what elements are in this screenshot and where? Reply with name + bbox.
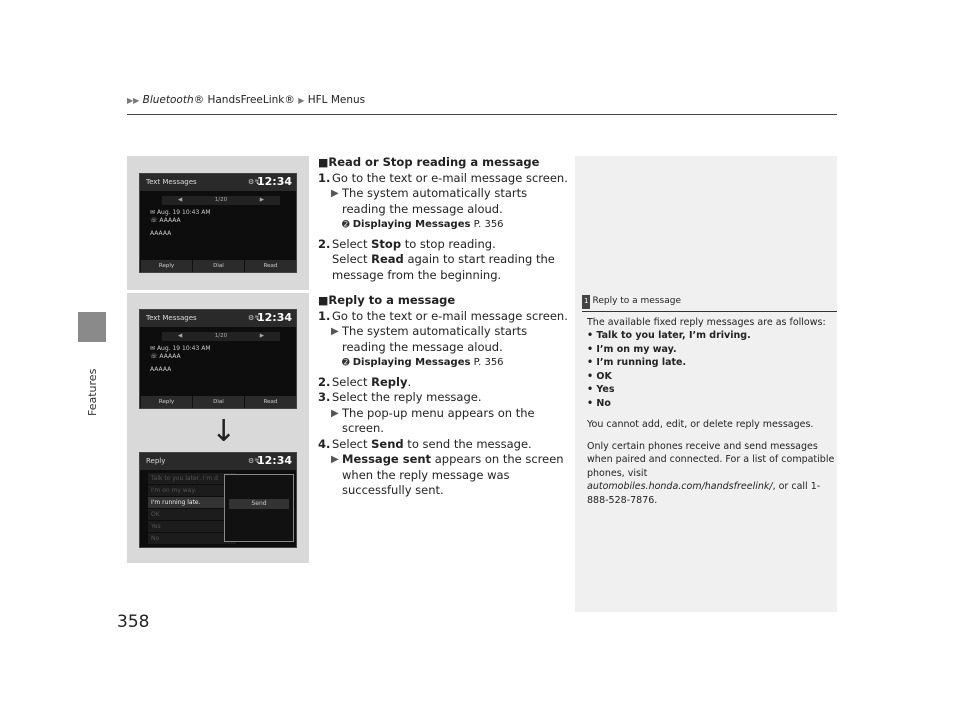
down-arrow-icon: ↓ [211, 414, 237, 449]
prev-arrow-icon: ◀ [178, 197, 183, 203]
ui-term: Stop [371, 236, 402, 251]
chapter-label-text: Features [86, 368, 99, 416]
text-messages-screen [139, 309, 297, 409]
cross-reference[interactable] [318, 355, 568, 372]
step-text: Select the reply message. [332, 390, 482, 404]
ui-term: Reply [371, 374, 408, 389]
step-result [318, 186, 568, 217]
breadcrumb-arrow-icon: ▶ [298, 96, 305, 105]
section-heading-text: Reply to a message [328, 293, 456, 307]
message-body: AAAAA [150, 230, 172, 237]
chapter-tab [78, 312, 106, 342]
section-reply [318, 293, 568, 499]
step-result [318, 452, 568, 499]
sender-text: AAAAA [159, 353, 181, 360]
reply-button[interactable]: Reply [140, 396, 192, 408]
screen-button-bar [140, 396, 296, 408]
xref-label: Displaying Messages [352, 357, 471, 368]
cross-reference-icon: ➋ [342, 220, 350, 230]
note-option: • OK [587, 370, 612, 382]
option-text: Talk to you later, I’m driving. [596, 330, 751, 341]
message-pager [162, 196, 280, 205]
next-arrow-icon: ▶ [259, 197, 264, 203]
square-bullet-icon: ■ [318, 294, 329, 307]
option-text: Yes [596, 384, 615, 395]
note-option: • I’m on my way. [587, 343, 677, 355]
breadcrumb-bluetooth: Bluetooth [142, 94, 194, 106]
clock: 12:34 [256, 175, 292, 188]
result-text: The system automatically starts reading the message aloud. [342, 324, 528, 354]
result-arrow-icon: ▶ [331, 326, 339, 337]
phone-status-icon: ⚙↯ [248, 314, 261, 322]
square-bullet-icon: ■ [318, 156, 329, 169]
step-text [328, 437, 532, 451]
message-sender: ☏ AAAAA [150, 353, 181, 360]
section-heading [318, 155, 568, 171]
ui-term: Message sent [342, 452, 432, 466]
section-heading [318, 293, 568, 309]
step-continuation [318, 252, 568, 283]
xref-label: Displaying Messages [352, 219, 471, 230]
message-pager [162, 332, 280, 341]
message-date: ✉ Aug. 19 10:43 AM [150, 209, 211, 216]
ui-term: Send [371, 436, 404, 451]
step [318, 375, 568, 391]
step-number: 2. [318, 374, 331, 389]
result-arrow-icon: ▶ [331, 407, 339, 419]
result-arrow-icon: ▶ [331, 188, 339, 199]
text: Select [332, 252, 372, 266]
reply-option-selected[interactable]: I'm running late. [148, 497, 236, 508]
result-arrow-icon: ▶ [331, 454, 339, 465]
step [318, 437, 568, 453]
screen-button-bar [140, 260, 296, 272]
phone-status-icon: ⚙↯ [248, 178, 261, 186]
text: Select [332, 436, 372, 451]
text: , or call 1-888-528-7876. [587, 481, 821, 506]
step-number: 3. [318, 390, 331, 404]
text: to send the message. [403, 436, 532, 451]
screen-title: Text Messages [146, 314, 197, 322]
note-option: • No [587, 397, 611, 409]
pager-count: 1/20 [214, 197, 228, 203]
note-option: • I’m running late. [587, 357, 687, 368]
step-number: 1. [318, 170, 331, 185]
xref-page: P. 356 [473, 219, 504, 230]
text-messages-screen [139, 173, 297, 273]
text: to stop reading. [401, 236, 496, 251]
page-number: 358 [117, 612, 150, 632]
breadcrumb-hfl-menus: HFL Menus [307, 94, 366, 106]
screen-title: Text Messages [146, 178, 197, 186]
next-arrow-icon: ▶ [259, 333, 264, 339]
text: Select [332, 374, 372, 389]
step [318, 390, 568, 406]
text: Only certain phones receive and send messages when paired and connected. For a list of compatible phones, visit [587, 440, 835, 479]
read-button[interactable]: Read [244, 396, 296, 408]
breadcrumb-hfl-suffix: ® HandsFreeLink® [193, 94, 295, 106]
step-result [318, 324, 568, 355]
ui-term: Read [371, 252, 404, 266]
note-title [582, 295, 837, 312]
reply-option[interactable]: OK [148, 509, 236, 520]
prev-arrow-icon: ◀ [178, 333, 183, 339]
note-option: • Yes [587, 384, 615, 395]
reply-option[interactable]: Talk to you later, I'm d [148, 473, 236, 484]
step [318, 237, 568, 253]
chapter-label [80, 346, 106, 426]
note-marker-icon: 1 [582, 295, 590, 309]
cross-reference[interactable] [318, 217, 568, 234]
read-button[interactable]: Read [244, 260, 296, 272]
website-link[interactable]: automobiles.honda.com/handsfreelink/ [587, 481, 773, 492]
message-date: ✉ Aug. 19 10:43 AM [150, 345, 211, 352]
text: Select [332, 236, 372, 251]
clock: 12:34 [256, 454, 292, 467]
section-read-stop [318, 155, 568, 283]
note-option: • Talk to you later, I’m driving. [587, 330, 751, 341]
step-text [328, 375, 411, 389]
option-text: I’m running late. [596, 357, 687, 368]
screen-title: Reply [146, 457, 166, 465]
reply-list [148, 473, 236, 545]
option-text: OK [596, 370, 612, 382]
note-paragraph [582, 440, 837, 508]
option-text: I’m on my way. [596, 343, 677, 355]
note-reply [582, 295, 837, 507]
note-paragraph: You cannot add, edit, or delete reply messages. [587, 419, 814, 430]
reply-option[interactable]: Yes [148, 521, 236, 532]
reply-option[interactable]: No [148, 533, 236, 544]
step-result [318, 406, 568, 437]
text: again to start reading the message from the beginning. [332, 252, 555, 282]
message-sender: ☏ AAAAA [150, 217, 181, 224]
step-number: 2. [318, 236, 331, 251]
result-text: The system automatically starts reading the message aloud. [342, 186, 528, 216]
sender-text: AAAAA [159, 217, 181, 224]
send-popup [224, 474, 294, 542]
reply-button[interactable]: Reply [140, 260, 192, 272]
message-body: AAAAA [150, 366, 172, 373]
screenshot-panel-read [127, 156, 309, 290]
step [318, 171, 568, 187]
text: . [407, 374, 412, 389]
step-text [328, 237, 496, 251]
result-text: The pop-up menu appears on the screen. [342, 405, 535, 435]
dial-button[interactable]: Dial [192, 260, 244, 272]
clock: 12:34 [256, 311, 292, 324]
pager-count: 1/20 [214, 333, 228, 339]
reply-option[interactable]: I'm on my way. [148, 485, 236, 496]
note-intro: The available fixed reply messages are as follows: [587, 316, 826, 328]
breadcrumb-arrow-icon: ▶▶ [127, 96, 140, 105]
section-heading-text: Read or Stop reading a message [328, 155, 540, 169]
breadcrumb [127, 94, 365, 106]
step-number: 1. [318, 308, 331, 323]
date-text: Aug. 19 10:43 AM [156, 209, 211, 216]
reply-screen [139, 452, 297, 548]
step-text: Go to the text or e-mail message screen. [332, 308, 568, 323]
xref-page: P. 356 [473, 357, 504, 368]
phone-status-icon: ⚙↯ [248, 457, 261, 465]
note-title-text: Reply to a message [592, 296, 681, 306]
cross-reference-icon: ➋ [342, 358, 350, 368]
step-number: 4. [318, 436, 331, 451]
header-rule [127, 114, 837, 115]
step-text: Go to the text or e-mail message screen. [332, 170, 568, 185]
step [318, 309, 568, 325]
send-button[interactable]: Send [229, 499, 289, 509]
option-text: No [596, 397, 611, 409]
result-text: appears on the screen when the reply message was successfully sent. [342, 452, 564, 497]
date-text: Aug. 19 10:43 AM [156, 345, 211, 352]
dial-button[interactable]: Dial [192, 396, 244, 408]
